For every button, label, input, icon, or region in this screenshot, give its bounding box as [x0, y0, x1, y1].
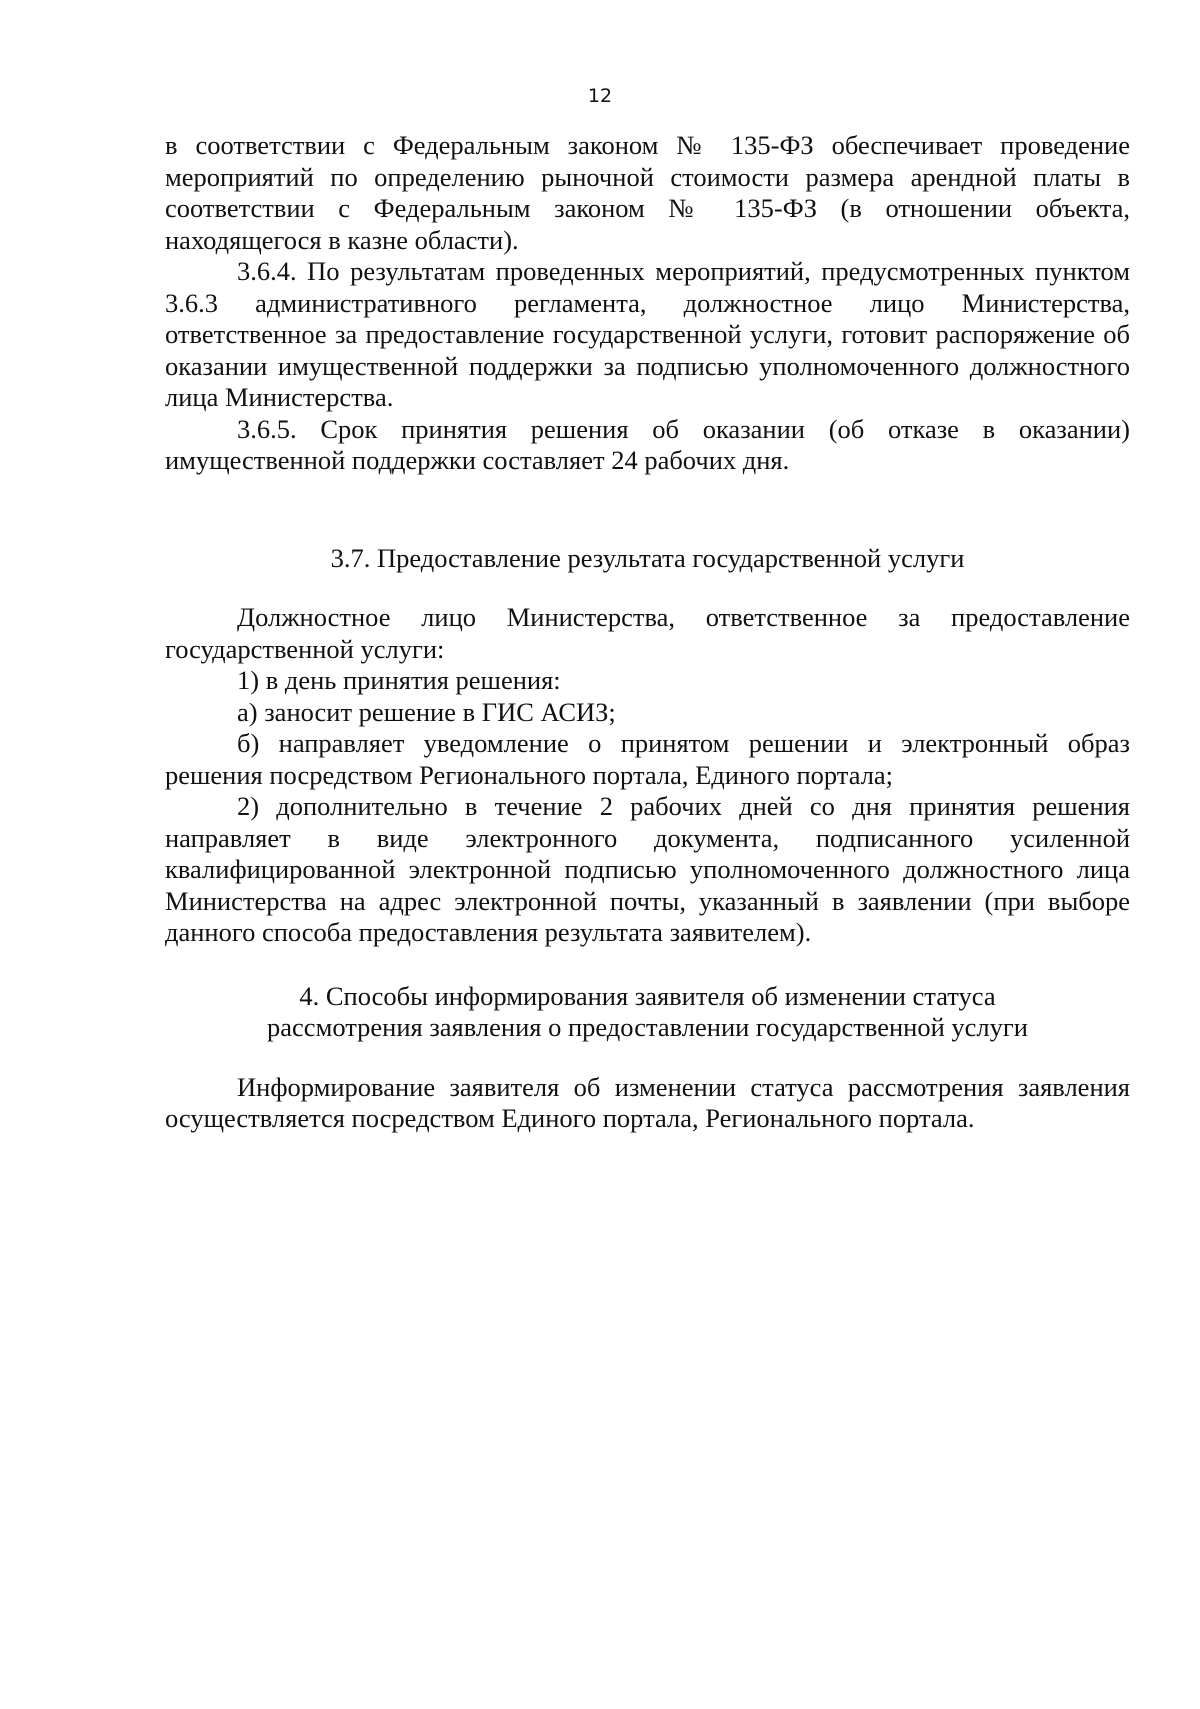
section-4-text: Информирование заявителя об изменении статуса рассмотрения заявления осуществляется посредством Единого портала, Регионального портала.	[165, 1071, 1130, 1133]
section-4-heading	[165, 981, 1130, 1044]
list-item-b: б) направляет уведомление о принятом решении и электронный образ решения посредством Регионального портала, Единого портала;	[165, 728, 1130, 790]
section-4-heading-line-2: рассмотрения заявления о предоставлении государственной услуги	[267, 1012, 1028, 1042]
paragraph-3-6-4: 3.6.4. По результатам проведенных мероприятий, предусмотренных пунктом 3.6.3 административного регламента, должностное лицо Министерства, ответственное за предоставление государственной услуги, готовит распоряжение об оказании имущественной поддержки за подписью уполномоченного должностного лица Министерства.	[165, 256, 1130, 412]
page-number: 12	[587, 85, 613, 107]
document-body	[165, 130, 1130, 1135]
list-item-1: 1) в день принятия решения:	[237, 665, 561, 695]
section-3-7-heading: 3.7. Предоставление результата государственной услуги	[330, 542, 965, 573]
list-item-2: 2) дополнительно в течение 2 рабочих дней со дня принятия решения направляет в виде электронного документа, подписанного усиленной квалифицированной электронной подписью уполномоченного должностного лица Министерства на адрес электронной почты, указанный в заявлении (при выборе данного способа предоставления результата заявителем).	[165, 791, 1130, 947]
list-item-a: а) заносит решение в ГИС АСИЗ;	[237, 696, 616, 727]
section-3-7-intro: Должностное лицо Министерства, ответственное за предоставление государственной услуги:	[165, 602, 1130, 664]
section-4-heading-line-1: 4. Способы информирования заявителя об изменении статуса	[299, 980, 996, 1011]
paragraph-continuation: в соответствии с Федеральным законом № 135-ФЗ обеспечивает проведение мероприятий по определению рыночной стоимости размера арендной платы в соответствии с Федеральным законом № 135-ФЗ (в отношении объекта, находящегося в казне области).	[165, 130, 1130, 255]
paragraph-3-6-5: 3.6.5. Срок принятия решения об оказании (об отказе в оказании) имущественной поддержки составляет 24 рабочих дня.	[165, 413, 1130, 475]
